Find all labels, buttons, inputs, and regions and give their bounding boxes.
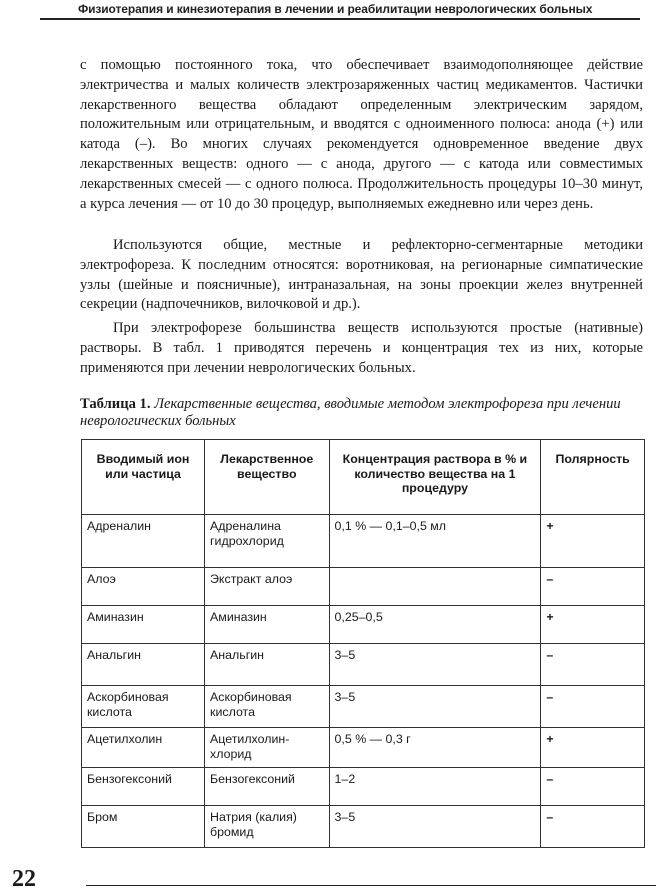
paragraph-1: с помощью постоянного тока, что обеспечивает взаимодополняющее действие электричества и малых количеств электрозаряженных частиц медикаментов. Частички лекарственного вещества обладают определенным электрическим зарядом, положительным или отрицательным, и вводятся с одноименного полюса: анода (+) или катода (–). Во многих случаях рекомендуется одновременное введение двух лекарственных веществ: одного — с анода, другого — с катода или совместимых лекарственных смесей — с одного полюса. Продолжительность процедуры 10–30 минут, а курса лечения — от 10 до 30 процедур, выполняемых ежедневно или через день. [80, 57, 643, 212]
table-row [82, 515, 645, 568]
cell-ion: Алоэ [82, 568, 205, 606]
cell-polarity: – [541, 686, 645, 728]
cell-ion: Бензогексоний [82, 768, 205, 806]
cell-concentration: 0,5 % — 0,3 г [329, 728, 541, 768]
header-substance: Лекарственное вещество [205, 440, 330, 515]
cell-ion: Адреналин [82, 515, 205, 568]
cell-polarity: – [541, 806, 645, 848]
cell-polarity: + [541, 515, 645, 568]
cell-polarity: – [541, 568, 645, 606]
header-concentration: Концентрация раствора в % и количество вещества на 1 процедуру [329, 440, 541, 515]
footer-rule [86, 885, 656, 886]
table-header-row [82, 440, 645, 515]
running-header [40, 0, 640, 20]
cell-ion: Бром [82, 806, 205, 848]
cell-substance: Анальгин [205, 644, 330, 686]
table-row [82, 606, 645, 644]
cell-concentration: 3–5 [329, 644, 541, 686]
medications-table [81, 439, 645, 848]
cell-substance: Ацетилхолин-хлорид [205, 728, 330, 768]
cell-concentration: 3–5 [329, 686, 541, 728]
cell-concentration [329, 568, 541, 606]
cell-ion: Анальгин [82, 644, 205, 686]
cell-substance: Экстракт алоэ [205, 568, 330, 606]
cell-concentration: 1–2 [329, 768, 541, 806]
paragraph-3: При электрофорезе большинства веществ используются простые (нативные) растворы. В табл. 1 приводятся перечень и концентрация тех из них, которые применяются при лечении неврологических больных. [80, 320, 643, 376]
cell-concentration: 0,25–0,5 [329, 606, 541, 644]
running-header-title: Физиотерапия и кинезиотерапия в лечении и реабилитации неврологических больных [78, 2, 593, 16]
cell-concentration: 3–5 [329, 806, 541, 848]
cell-substance: Аскорбиновая кислота [205, 686, 330, 728]
cell-polarity: + [541, 728, 645, 768]
cell-substance: Адреналина гидрохлорид [205, 515, 330, 568]
table-row [82, 644, 645, 686]
table-caption-text: Лекарственные вещества, вводимые методом электрофореза при лечении неврологических больных [80, 396, 621, 429]
header-polarity: Полярность [541, 440, 645, 515]
cell-polarity: – [541, 644, 645, 686]
table-caption-label: Таблица 1. [80, 396, 151, 412]
table-row [82, 728, 645, 768]
cell-ion: Ацетилхолин [82, 728, 205, 768]
cell-concentration: 0,1 % — 0,1–0,5 мл [329, 515, 541, 568]
table-row [82, 568, 645, 606]
header-ion: Вводимый ион или частица [82, 440, 205, 515]
page-number: 22 [12, 866, 36, 892]
cell-substance: Аминазин [205, 606, 330, 644]
table-row [82, 686, 645, 728]
paragraph-2: Используются общие, местные и рефлекторно-сегментарные методики электрофореза. К последним относятся: воротниковая, на регионарные симпатические узлы (шейные и поясничные), интраназальная, на зоны проекции желез внутренней секреции (надпочечников, вилочковой и др.). [80, 237, 643, 313]
table-row [82, 768, 645, 806]
cell-substance: Бензогексоний [205, 768, 330, 806]
cell-polarity: – [541, 768, 645, 806]
cell-ion: Аминазин [82, 606, 205, 644]
cell-substance: Натрия (калия) бромид [205, 806, 330, 848]
table-row [82, 806, 645, 848]
table-caption [80, 396, 643, 430]
cell-ion: Аскорбиновая кислота [82, 686, 205, 728]
cell-polarity: + [541, 606, 645, 644]
